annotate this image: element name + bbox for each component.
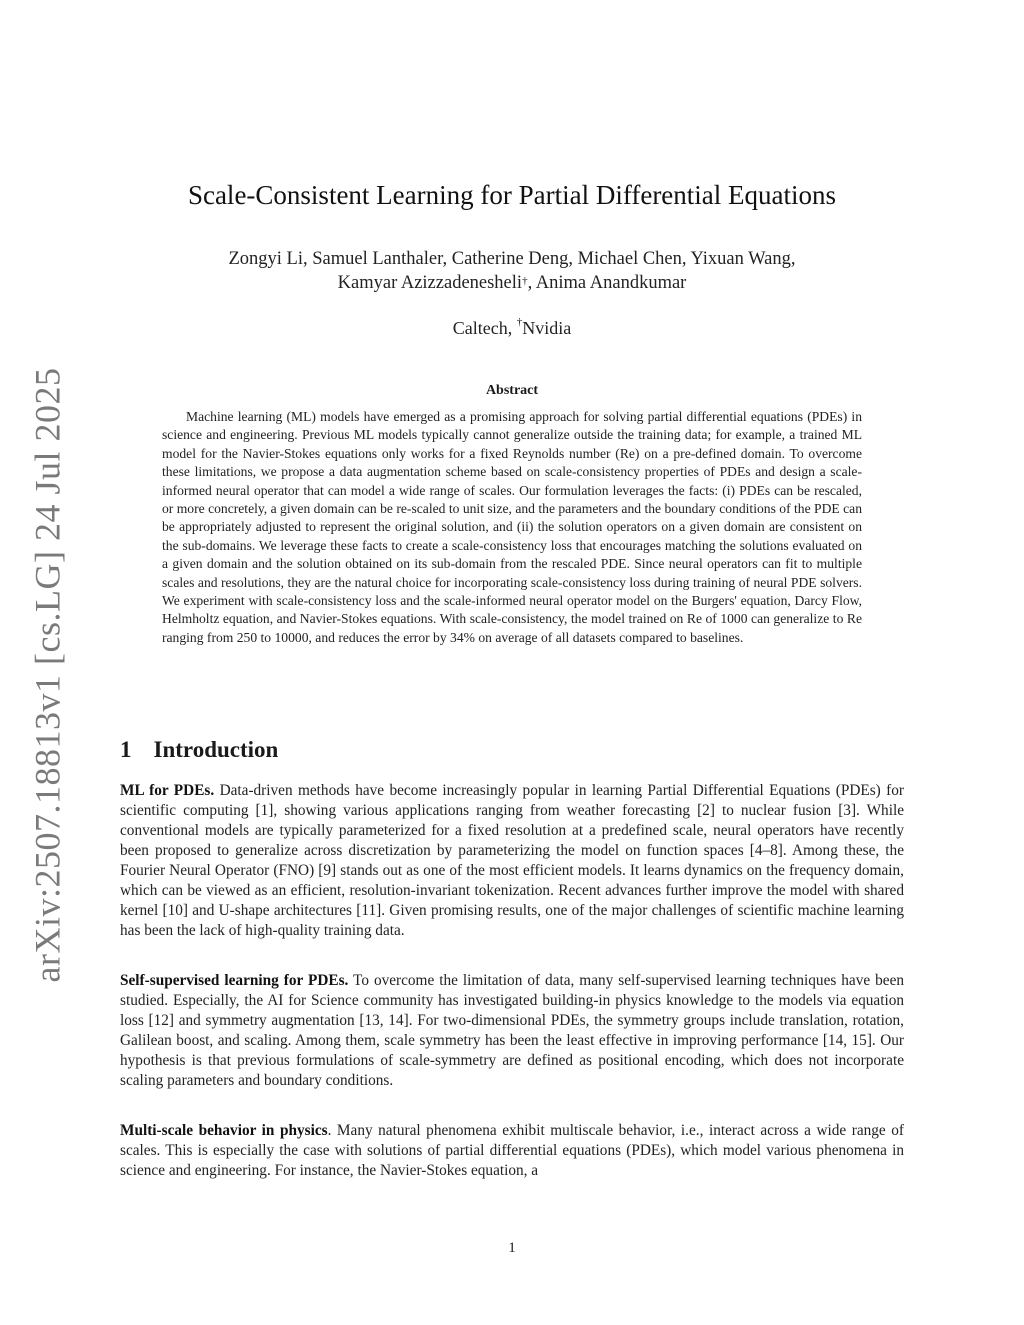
paragraph-text: Data-driven methods have become increasingly popular in learning Partial Differential Equations (PDEs) for scientific computing [1], showing various applications ranging from weather forecasting [2] to nuclear fusion [3]. While conventional models are typically parameterized for a fixed resolution at a predefined scale, neural operators have recently been proposed to generalize across discretization by parameterizing the model on function spaces [4–8]. Among these, the Fourier Neural Operator (FNO) [9] stands out as one of the most efficient models. It learns dynamics on the frequency domain, which can be viewed as an efficient, resolution-invariant tokenization. Recent advances further improve the model with shared kernel [10] and U-shape architectures [11]. Given promising results, one of the major challenges of scientific machine learning has been the lack of high-quality training data. (120, 782, 904, 939)
abstract-body: Machine learning (ML) models have emerged as a promising approach for solving partial differential equations (PDEs) in science and engineering. Previous ML models typically cannot generalize outside the training data; for example, a trained ML model for the Navier-Stokes equations only works for a fixed Reynolds number (Re) on a pre-defined domain. To overcome these limitations, we propose a data augmentation scheme based on scale-consistency properties of PDEs and design a scale-informed neural operator that can model a wide range of scales. Our formulation leverages the facts: (i) PDEs can be rescaled, or more concretely, a given domain can be re-scaled to unit size, and the parameters and the boundary conditions of the PDE can be appropriately adjusted to represent the original solution, and (ii) the solution operators on a given domain are consistent on the sub-domains. We leverage these facts to create a scale-consistency loss that encourages matching the solutions evaluated on a given domain and the solution obtained on its sub-domain from the rescaled PDE. Since neural operators can fit to multiple scales and resolutions, they are the natural choice for incorporating scale-consistency loss during training of neural PDE solvers. We experiment with scale-consistency loss and the scale-informed neural operator model on the Burgers' equation, Darcy Flow, Helmholtz equation, and Navier-Stokes equations. With scale-consistency, the model trained on Re of 1000 can generalize to Re ranging from 250 to 10000, and reduces the error by 34% on average of all datasets compared to baselines. (162, 409, 862, 645)
section-heading-introduction (120, 737, 278, 763)
paragraph-multi-scale (120, 1121, 904, 1181)
paragraph-lead: Multi-scale behavior in physics (120, 1122, 328, 1139)
paragraph-text: To overcome the limitation of data, many self-supervised learning techniques have been studied. Especially, the AI for Science community has investigated building-in physics knowledge to the models via equation loss [12] and symmetry augmentation [13, 14]. For two-dimensional PDEs, the symmetry groups include translation, rotation, Galilean boost, and scaling. Among them, scale symmetry has been the least effective in improving performance [14, 15]. Our hypothesis is that previous formulations of scale-symmetry are defined as positional encoding, which does not incorporate scaling parameters and boundary conditions. (120, 972, 905, 1089)
paper-title: Scale-Consistent Learning for Partial Differential Equations (187, 180, 837, 210)
section-title: Introduction (153, 737, 279, 762)
author-line-2-rest: , Anima Anandkumar (527, 273, 687, 293)
paragraph-text: . Many natural phenomena exhibit multiscale behavior, i.e., interact across a wide range of scales. This is especially the case with solutions of partial differential equations (PDEs), which model various phenomena in science and engineering. For instance, the Navier-Stokes equation, a (120, 1122, 904, 1179)
author-list (0, 247, 1024, 295)
page-number: 1 (508, 1240, 516, 1256)
author-line-1: Zongyi Li, Samuel Lanthaler, Catherine Deng, Michael Chen, Yixuan Wang, (228, 249, 796, 269)
paragraph-ml-for-pdes (120, 781, 904, 941)
arxiv-identifier-stamp (18, 367, 76, 983)
paragraph-lead: Self-supervised learning for PDEs. (120, 972, 349, 989)
paragraph-lead: ML for PDEs. (120, 782, 215, 799)
affiliation-caltech: Caltech, (452, 318, 517, 338)
affiliations (0, 318, 1024, 339)
arxiv-identifier-text: arXiv:2507.18813v1 [cs.LG] 24 Jul 2025 (27, 367, 67, 983)
author-name-kamyar: Kamyar Azizzadenesheli (337, 273, 523, 293)
author-line-2 (0, 271, 1024, 295)
section-number: 1 (120, 737, 132, 762)
affiliation-nvidia: Nvidia (522, 318, 572, 338)
affiliation-mark-nvidia: † (516, 316, 523, 328)
affiliation-mark: † (522, 275, 528, 287)
paragraph-self-supervised (120, 971, 904, 1091)
abstract-heading: Abstract (485, 383, 539, 398)
